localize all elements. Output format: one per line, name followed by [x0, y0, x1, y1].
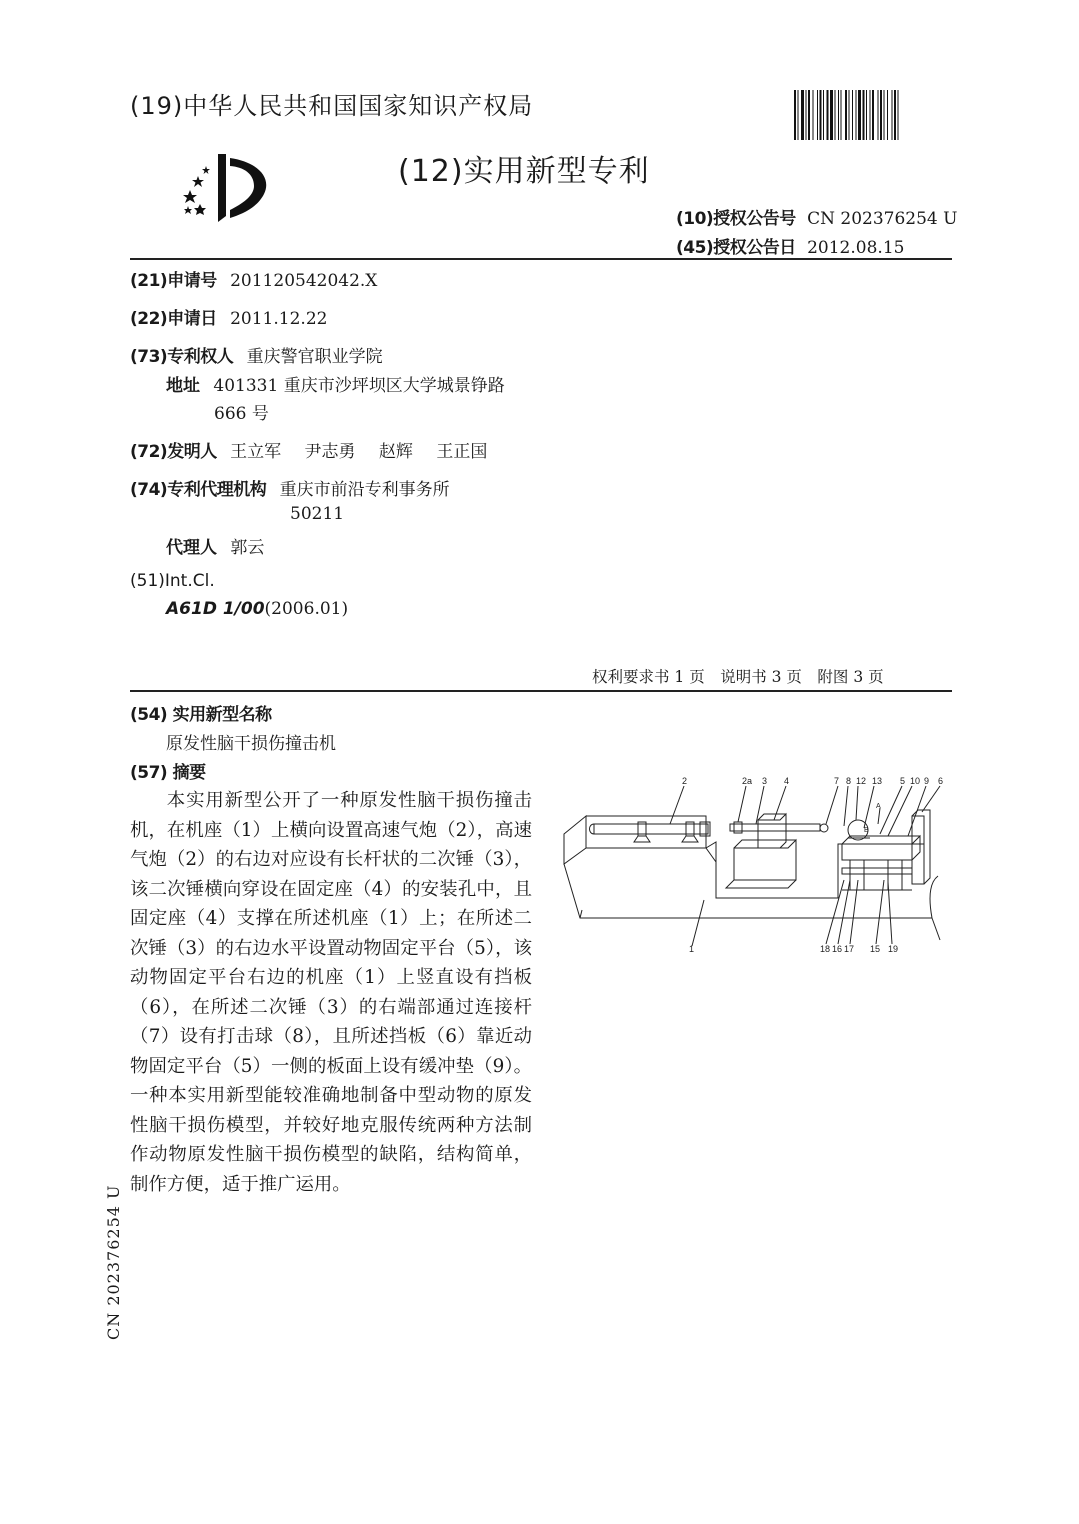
- application-number: [130, 266, 377, 291]
- office-name: (19)中华人民共和国国家知识产权局: [130, 92, 534, 120]
- section-rule: [130, 690, 952, 692]
- inventor-3: 赵辉: [378, 442, 413, 462]
- barcode-bar: [892, 90, 893, 140]
- figure-label-top: 12: [856, 776, 867, 786]
- document-type: (12)实用新型专利: [398, 154, 650, 189]
- figure-label-bottom: 15: [870, 944, 881, 952]
- inventor-2: 尹志勇: [304, 442, 356, 462]
- agency-line2: 50211: [290, 504, 345, 524]
- barcode-bar: [894, 90, 896, 140]
- barcode-bar: [827, 90, 829, 140]
- figure-label-top: 13: [872, 776, 883, 786]
- barcode-bar: [880, 90, 882, 140]
- barcode-bar: [820, 90, 822, 140]
- figure-label-top: 2a: [742, 776, 753, 786]
- agent-value: 郭云: [230, 538, 265, 558]
- patentee-label: (73)专利权人: [130, 347, 234, 367]
- address-line1: 401331 重庆市沙坪坝区大学城景铮路: [213, 376, 505, 396]
- abstract-text: 本实用新型公开了一种原发性脑干损伤撞击机，在机座（1）上横向设置高速气炮（2），高速气炮（2）的右边对应设有长杆状的二次锤（3），该二次锤横向穿设在固定座（4）的安装孔中，且固定座（4）支撑在所述机座（1）上；在所述二次锤（3）的右边水平设置动物固定平台（5），该动物固定平台右边的机座（1）上竖直设有挡板（6），在所述二次锤（3）的右端部通过连接杆（7）设有打击球（8），且所述挡板（6）靠近动物固定平台（5）一侧的板面上设有缓冲垫（9）。一种本实用新型能较准确地制备中型动物的原发性脑干损伤模型，并较好地克服传统两种方法制作动物原发性脑干损伤模型的缺陷，结构简单，制作方便，适于推广运用。: [130, 790, 532, 1195]
- inventor-label: (72)发明人: [130, 442, 217, 462]
- figure-label-bottom: 18: [820, 944, 831, 952]
- publication-date-label: (45)授权公告日: [676, 238, 796, 258]
- figure-label-top: 10: [910, 776, 921, 786]
- barcode-bar: [817, 90, 818, 140]
- figure-label-b: B: [864, 827, 869, 834]
- figure-label-bottom: 16: [832, 944, 843, 952]
- abstract-label: (57) 摘要: [130, 763, 206, 783]
- barcode-bar: [852, 90, 853, 140]
- barcode-bar: [856, 90, 857, 140]
- abstract-figure: [558, 772, 948, 952]
- barcode-bar: [849, 90, 850, 140]
- barcode-bar: [898, 90, 899, 140]
- inventor-1: 王立军: [230, 442, 282, 462]
- publication-number-label: (10)授权公告号: [676, 209, 796, 229]
- figure-label-top: 8: [846, 776, 852, 786]
- barcode-bar: [863, 90, 865, 140]
- application-date-value: 2011.12.22: [230, 309, 328, 329]
- utility-model-title: 原发性脑干损伤撞击机: [166, 734, 336, 754]
- figure-label-top: 4: [784, 776, 790, 786]
- title-label: (54) 实用新型名称: [130, 705, 272, 725]
- inventor-4: 王正国: [436, 442, 488, 462]
- barcode-bar: [808, 90, 810, 140]
- patentee: [130, 342, 383, 367]
- figure-label-bottom: 17: [844, 944, 855, 952]
- address-line2: 666 号: [214, 404, 269, 424]
- figure-label-top: 2: [682, 776, 688, 786]
- inventors: [130, 437, 487, 462]
- figure-label-top: 3: [762, 776, 768, 786]
- int-cl-year: (2006.01): [264, 599, 349, 619]
- barcode-bar: [872, 90, 874, 140]
- agent: [166, 533, 264, 558]
- patentee-value: 重庆警官职业学院: [246, 347, 383, 367]
- figure-label-a: A: [876, 803, 881, 810]
- barcode-bar: [835, 90, 836, 140]
- agency-label: (74)专利代理机构: [130, 480, 267, 500]
- int-cl-code: A61D 1/00: [166, 599, 265, 619]
- int-cl: [166, 599, 348, 619]
- figure-label-bottom: 1: [689, 944, 695, 952]
- barcode-bar: [878, 90, 879, 140]
- patent-agency: [130, 475, 450, 500]
- barcode: [794, 90, 952, 140]
- sipo-logo: [180, 148, 280, 226]
- barcode-bar: [830, 90, 833, 140]
- barcode-bar: [801, 90, 804, 140]
- barcode-bar: [870, 90, 871, 140]
- figure-label-bottom: 19: [888, 944, 899, 952]
- barcode-bar: [798, 90, 799, 140]
- application-date: [130, 304, 327, 329]
- publication-number: [676, 204, 957, 229]
- application-date-label: (22)申请日: [130, 309, 217, 329]
- int-cl-label: (51)Int.Cl.: [130, 571, 215, 591]
- barcode-bar: [794, 90, 796, 140]
- barcode-bar: [866, 90, 867, 140]
- barcode-bar: [823, 90, 824, 140]
- barcode-bar: [845, 90, 847, 140]
- page-counts: 权利要求书 1 页 说明书 3 页 附图 3 页: [592, 668, 884, 686]
- barcode-bar: [858, 90, 861, 140]
- header-rule: [130, 258, 952, 260]
- side-publication-number: CN 202376254 U: [104, 1184, 123, 1340]
- application-number-value: 201120542042.X: [230, 271, 378, 291]
- publication-date: [676, 233, 904, 258]
- agent-label: 代理人: [166, 538, 217, 558]
- publication-number-value: CN 202376254 U: [807, 209, 958, 229]
- figure-label-top: 6: [938, 776, 944, 786]
- barcode-bar: [838, 90, 839, 140]
- address: [166, 371, 505, 396]
- application-number-label: (21)申请号: [130, 271, 217, 291]
- agency-line1: 重庆市前沿专利事务所: [279, 480, 450, 500]
- figure-label-top: 5: [900, 776, 906, 786]
- address-label: 地址: [166, 376, 200, 396]
- figure-label-top: 7: [834, 776, 840, 786]
- figure-label-top: 9: [924, 776, 930, 786]
- barcode-bar: [884, 90, 885, 140]
- barcode-bar: [841, 90, 842, 140]
- publication-date-value: 2012.08.15: [807, 238, 905, 258]
- barcode-bar: [813, 90, 814, 140]
- barcode-bar: [806, 90, 807, 140]
- barcode-bar: [887, 90, 888, 140]
